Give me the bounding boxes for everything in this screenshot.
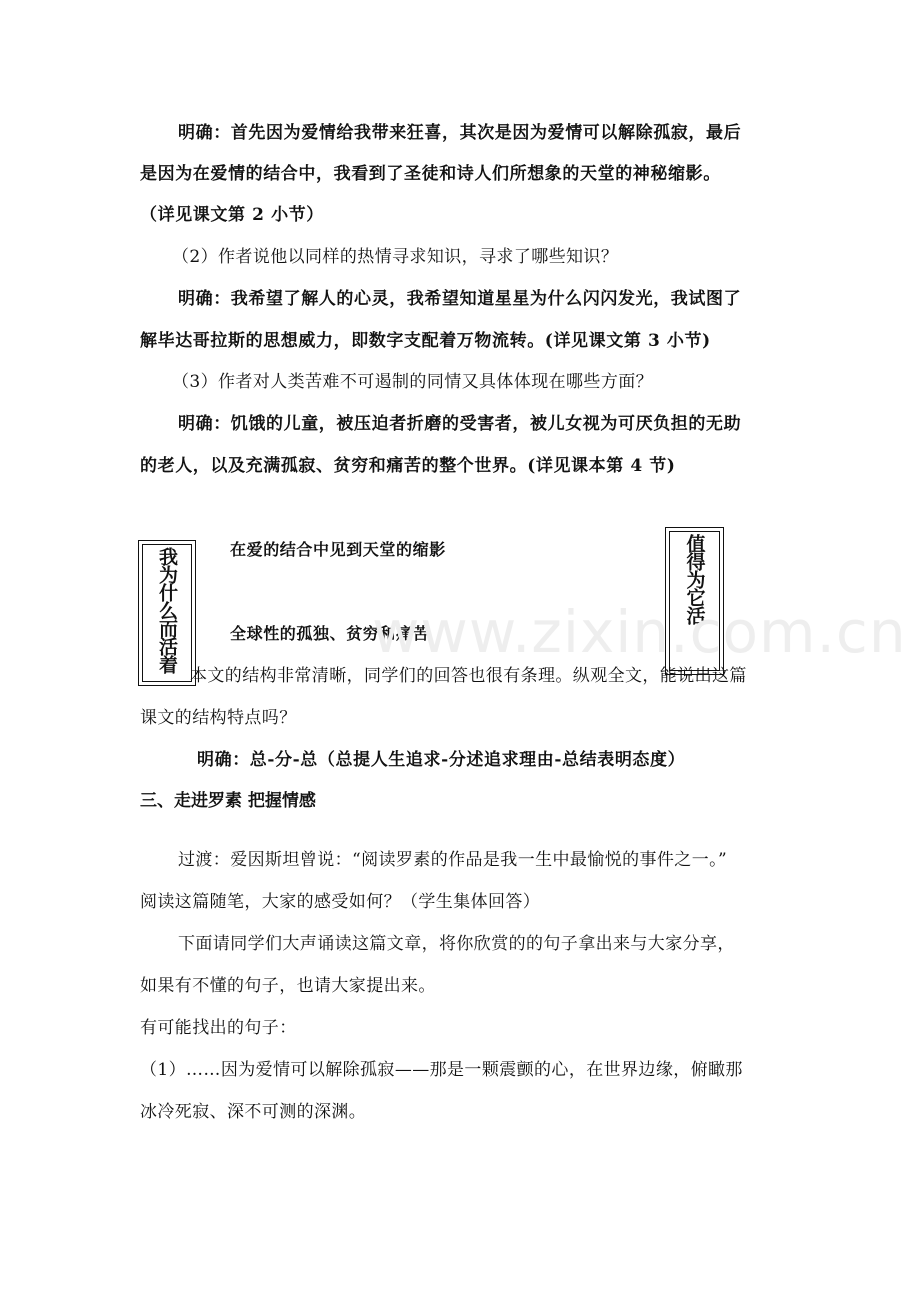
diagram-item-2: 全球性的孤独、贫穷和痛苦: [230, 624, 430, 643]
structure-line-2: 课文的结构特点吗？: [140, 708, 297, 728]
watermark: www.zixin.com.cn: [372, 598, 907, 666]
structure-answer: 明确：总-分-总（总提人生追求-分述追求理由-总结表明态度）: [197, 750, 686, 770]
read-aloud-line-2: 如果有不懂的句子，也请大家提出来。: [140, 976, 436, 996]
sentence-1-line-2: 冰冷死寂、深不可测的深渊。: [140, 1102, 367, 1122]
sentence-1-line-1: （1）……因为爱情可以解除孤寂——那是一颗震颤的心，在世界边缘，俯瞰那: [140, 1060, 743, 1080]
question-3: （3）作者对人类苦难不可遏制的同情又具体体现在哪些方面？: [172, 372, 654, 392]
diagram-item-1: 在爱的结合中见到天堂的缩影: [230, 540, 446, 559]
question-2: （2）作者说他以同样的热情寻求知识，寻求了哪些知识？: [172, 247, 619, 267]
answer-1-line-1: 明确：首先因为爱情给我带来狂喜，其次是因为爱情可以解除孤寂，最后: [178, 123, 742, 143]
diagram-left-label: 我为什么而活着: [156, 547, 178, 673]
diagram-left-box: [138, 540, 196, 686]
answer-3-line-2: 的老人，以及充满孤寂、贫穷和痛苦的整个世界。(详见课本第 4 节): [140, 456, 676, 476]
answer-3-line-1: 明确：饥饿的儿童，被压迫者折磨的受害者，被儿女视为可厌负担的无助: [178, 414, 742, 434]
transition-line-1: 过渡：爱因斯坦曾说：“阅读罗素的作品是我一生中最愉悦的事件之一。”: [178, 850, 728, 870]
read-aloud-line-1: 下面请同学们大声诵读这篇文章，将你欣赏的的句子拿出来与大家分享，: [178, 934, 735, 954]
transition-line-2: 阅读这篇随笔，大家的感受如何？（学生集体回答）: [140, 892, 541, 912]
answer-2-line-2: 解毕达哥拉斯的思想威力，即数字支配着万物流转。(详见课文第 3 小节): [140, 331, 711, 351]
section-3-heading: 三、走进罗素 把握情感: [140, 791, 316, 811]
answer-1-line-3: （详见课文第 2 小节）: [140, 205, 324, 225]
diagram-right-label: 值得为它活: [683, 534, 706, 624]
answer-1-line-2: 是因为在爱情的结合中，我看到了圣徒和诗人们所想象的天堂的神秘缩影。: [140, 164, 721, 184]
structure-line-1: 本文的结构非常清晰，同学们的回答也很有条理。纵观全文，能说出这篇: [190, 666, 747, 686]
possible-sentences-label: 有可能找出的句子：: [140, 1018, 297, 1038]
answer-2-line-1: 明确：我希望了解人的心灵，我希望知道星星为什么闪闪发光，我试图了: [178, 289, 742, 309]
